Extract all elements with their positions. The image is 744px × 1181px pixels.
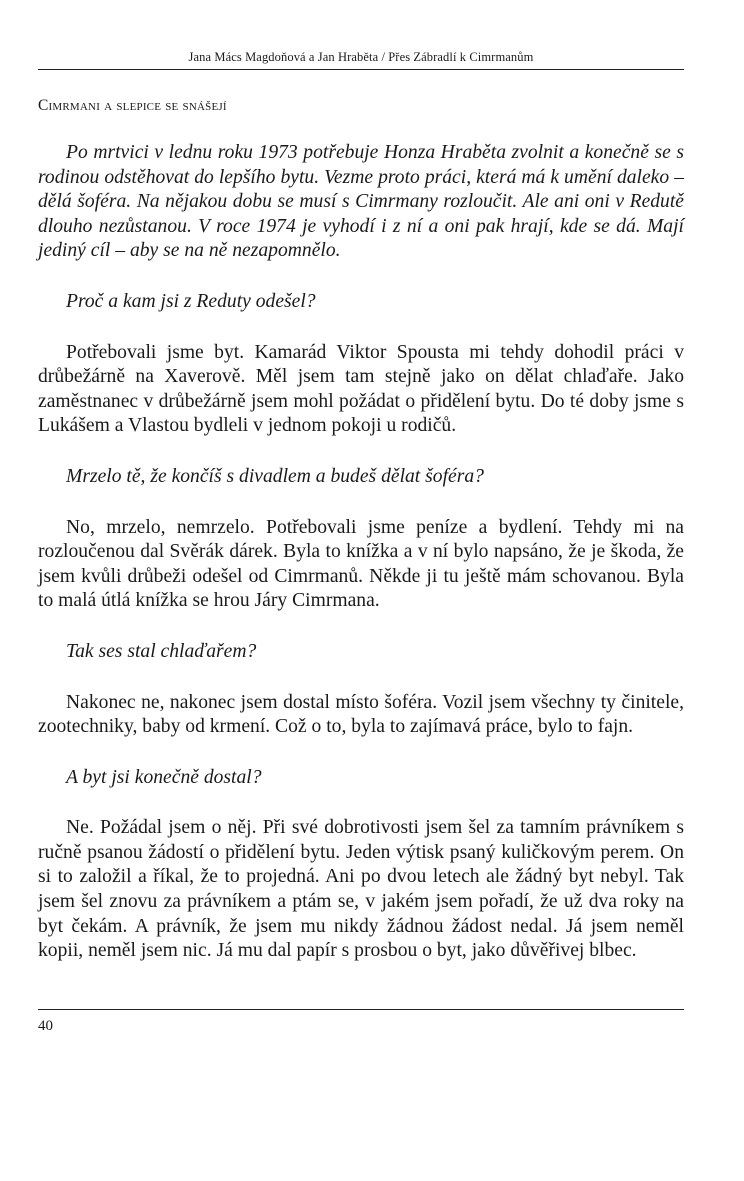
interview-answer: Potřebovali jsme byt. Kamarád Viktor Spousta mi tehdy dohodil práci v drůbežárně na Xaverově. Měl jsem tam stejně jako on dělat chlaďaře. Jako zaměstnanec v drůbežárně jsem mohl požádat o přidělení bytu. Do té doby jsme s Lukášem a Vlastou bydleli v jednom pokoji u rodičů. xyxy=(38,341,684,437)
interview-answer: No, mrzelo, nemrzelo. Potřebovali jsme peníze a bydlení. Tehdy mi na rozloučenou dal Svěrák dárek. Byla to knížka a v ní bylo napsáno, že je škoda, že jsem kvůli drůbeži odešel od Cimrmanů. Někde ji tu ještě mám schovanou. Byla to malá útlá knížka se hrou Járy Cimrmana. xyxy=(38,516,684,612)
page-number: 40 xyxy=(38,1018,53,1034)
interview-answer: Ne. Požádal jsem o něj. Při své dobrotivosti jsem šel za tamním právníkem s ručně psanou žádostí o přidělení bytu. Jeden výtisk psaný kuličkovým perem. On si to založil a říkal, že to projedná. Ani po dvou letech ale žádný byt nebyl. Tak jsem šel znovu za právníkem a ptám se, v jakém jsem pořadí, že už dva roky na byt čekám. A právník, že jsem mu nikdy žádnou žádost nedal. Já jsem neměl kopii, neměl jsem nic. Já mu dal papír s prosbou o byt, jako důvěřivej blbec. xyxy=(38,817,684,962)
interview-question: Mrzelo tě, že končíš s divadlem a budeš dělat šoféra? xyxy=(66,465,484,487)
intro-paragraph: Po mrtvici v lednu roku 1973 potřebuje Honza Hraběta zvolnit a konečně se s rodinou odstěhovat do lepšího bytu. Vezme proto práci, která má k umění daleko – dělá šoféra. Na nějakou dobu se musí s Cimrmany rozloučit. Ale ani oni v Redutě dlouho nezůstanou. V roce 1974 je vyhodí i z ní a oni pak hrají, kde se dá. Mají jediný cíl – aby se na ně nezapomnělo. xyxy=(38,142,684,262)
interview-question: A byt jsi konečně dostal? xyxy=(66,766,262,788)
book-page xyxy=(38,0,684,1181)
body-text xyxy=(38,141,684,990)
interview-question: Tak ses stal chlaďařem? xyxy=(66,640,257,662)
running-header: Jana Mács Magdoňová a Jan Hraběta / Přes Zábradlí k Cimrmanům xyxy=(188,50,534,64)
interview-answer: Nakonec ne, nakonec jsem dostal místo šoféra. Vozil jsem všechny ty činitele, zootechniky, baby od krmení. Což o to, byla to zajímavá práce, bylo to fajn. xyxy=(38,691,684,738)
chapter-title: Cimrmani a slepice se snášejí xyxy=(38,97,227,114)
footer-rule xyxy=(38,1009,684,1010)
interview-question: Proč a kam jsi z Reduty odešel? xyxy=(66,290,316,312)
header-rule xyxy=(38,69,684,70)
